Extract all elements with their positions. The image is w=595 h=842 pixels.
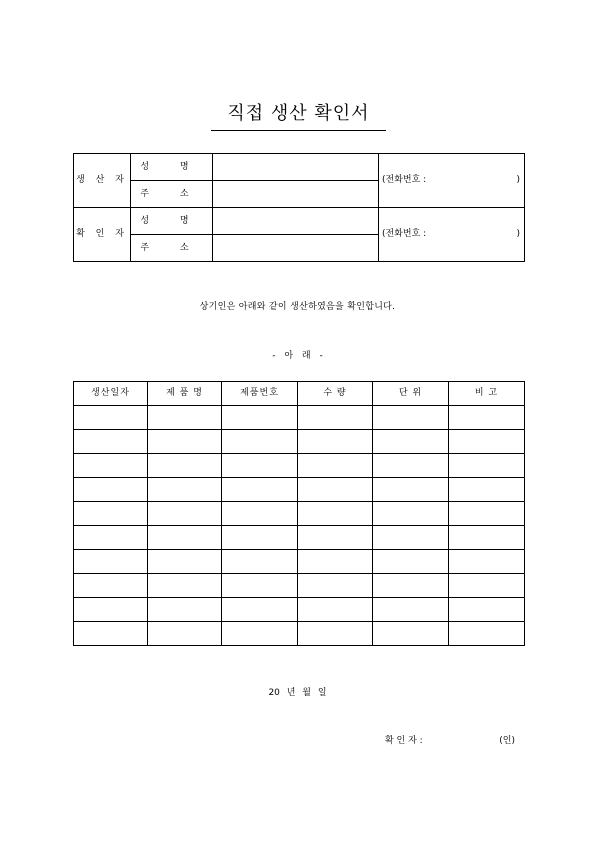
- cell-unit[interactable]: [373, 598, 449, 622]
- cell-product-name[interactable]: [148, 502, 222, 526]
- table-row: [74, 502, 525, 526]
- cell-remarks[interactable]: [449, 406, 525, 430]
- document-title-wrapper: [211, 100, 386, 131]
- cell-quantity[interactable]: [298, 574, 373, 598]
- cell-remarks[interactable]: [449, 478, 525, 502]
- producer-phone-close: ): [516, 175, 520, 185]
- cell-product-number[interactable]: [222, 406, 298, 430]
- producer-name-row: [74, 154, 525, 181]
- cell-product-number[interactable]: [222, 478, 298, 502]
- production-items-table: [73, 381, 525, 646]
- producer-phone-label: (전화번호 :: [382, 175, 427, 185]
- header-product-number: 제품번호: [222, 382, 298, 406]
- confirmer-name-field[interactable]: [213, 208, 379, 235]
- cell-production-date[interactable]: [74, 598, 148, 622]
- confirmer-phone-close: ): [516, 229, 520, 239]
- confirmer-name-row: [74, 208, 525, 235]
- producer-address-label: 주 소: [131, 181, 213, 208]
- cell-product-number[interactable]: [222, 526, 298, 550]
- cell-production-date[interactable]: [74, 478, 148, 502]
- cell-production-date[interactable]: [74, 622, 148, 646]
- cell-quantity[interactable]: [298, 526, 373, 550]
- cell-product-number[interactable]: [222, 502, 298, 526]
- cell-remarks[interactable]: [449, 598, 525, 622]
- producer-phone-field[interactable]: [379, 154, 525, 208]
- cell-quantity[interactable]: [298, 598, 373, 622]
- cell-product-number[interactable]: [222, 454, 298, 478]
- confirmer-phone-field[interactable]: [379, 208, 525, 262]
- items-header-row: [74, 382, 525, 406]
- cell-quantity[interactable]: [298, 622, 373, 646]
- date-line: 20 년 월 일: [268, 688, 327, 698]
- items-body: [74, 406, 525, 646]
- cell-production-date[interactable]: [74, 550, 148, 574]
- table-row: [74, 454, 525, 478]
- cell-unit[interactable]: [373, 574, 449, 598]
- producer-name-field[interactable]: [213, 154, 379, 181]
- cell-remarks[interactable]: [449, 550, 525, 574]
- producer-address-field[interactable]: [213, 181, 379, 208]
- confirmer-address-field[interactable]: [213, 235, 379, 262]
- cell-unit[interactable]: [373, 406, 449, 430]
- header-production-date: 생산일자: [74, 382, 148, 406]
- cell-product-number[interactable]: [222, 430, 298, 454]
- cell-remarks[interactable]: [449, 574, 525, 598]
- table-row: [74, 430, 525, 454]
- table-row: [74, 550, 525, 574]
- cell-quantity[interactable]: [298, 430, 373, 454]
- table-row: [74, 574, 525, 598]
- cell-production-date[interactable]: [74, 526, 148, 550]
- cell-product-name[interactable]: [148, 598, 222, 622]
- confirmer-signature-label: 확 인 자 :: [385, 736, 423, 746]
- cell-product-name[interactable]: [148, 454, 222, 478]
- below-heading: - 아 래 -: [272, 351, 323, 361]
- cell-remarks[interactable]: [449, 454, 525, 478]
- cell-product-number[interactable]: [222, 574, 298, 598]
- cell-remarks[interactable]: [449, 526, 525, 550]
- cell-unit[interactable]: [373, 550, 449, 574]
- cell-production-date[interactable]: [74, 406, 148, 430]
- header-remarks: 비 고: [449, 382, 525, 406]
- party-info-table: [73, 153, 525, 262]
- cell-product-name[interactable]: [148, 574, 222, 598]
- cell-quantity[interactable]: [298, 454, 373, 478]
- confirmer-name-label: 성 명: [131, 208, 213, 235]
- cell-product-name[interactable]: [148, 550, 222, 574]
- cell-unit[interactable]: [373, 502, 449, 526]
- confirmation-statement: 상기인은 아래와 같이 생산하였음을 확인합니다.: [199, 302, 396, 312]
- cell-production-date[interactable]: [74, 454, 148, 478]
- cell-product-name[interactable]: [148, 526, 222, 550]
- header-quantity: 수 량: [298, 382, 373, 406]
- table-row: [74, 406, 525, 430]
- confirmer-signature-line: [385, 733, 515, 746]
- cell-unit[interactable]: [373, 526, 449, 550]
- cell-unit[interactable]: [373, 454, 449, 478]
- header-unit: 단 위: [373, 382, 449, 406]
- cell-quantity[interactable]: [298, 406, 373, 430]
- cell-product-number[interactable]: [222, 550, 298, 574]
- cell-product-name[interactable]: [148, 478, 222, 502]
- document-title: 직접 생산 확인서: [227, 103, 370, 124]
- cell-production-date[interactable]: [74, 502, 148, 526]
- cell-product-name[interactable]: [148, 406, 222, 430]
- cell-quantity[interactable]: [298, 478, 373, 502]
- producer-role-label: 생 산 자: [74, 154, 131, 208]
- confirmer-phone-label: (전화번호 :: [382, 229, 427, 239]
- cell-unit[interactable]: [373, 430, 449, 454]
- header-product-name: 제 품 명: [148, 382, 222, 406]
- cell-unit[interactable]: [373, 622, 449, 646]
- table-row: [74, 598, 525, 622]
- table-row: [74, 622, 525, 646]
- confirmer-role-label: 확 인 자: [74, 208, 131, 262]
- table-row: [74, 526, 525, 550]
- cell-quantity[interactable]: [298, 502, 373, 526]
- cell-product-name[interactable]: [148, 430, 222, 454]
- confirmer-address-label: 주 소: [131, 235, 213, 262]
- cell-product-name[interactable]: [148, 622, 222, 646]
- producer-name-label: 성 명: [131, 154, 213, 181]
- cell-product-number[interactable]: [222, 622, 298, 646]
- cell-product-number[interactable]: [222, 598, 298, 622]
- cell-remarks[interactable]: [449, 502, 525, 526]
- cell-unit[interactable]: [373, 478, 449, 502]
- seal-mark: (인): [499, 736, 515, 746]
- table-row: [74, 478, 525, 502]
- cell-production-date[interactable]: [74, 430, 148, 454]
- cell-remarks[interactable]: [449, 622, 525, 646]
- cell-remarks[interactable]: [449, 430, 525, 454]
- cell-production-date[interactable]: [74, 574, 148, 598]
- cell-quantity[interactable]: [298, 550, 373, 574]
